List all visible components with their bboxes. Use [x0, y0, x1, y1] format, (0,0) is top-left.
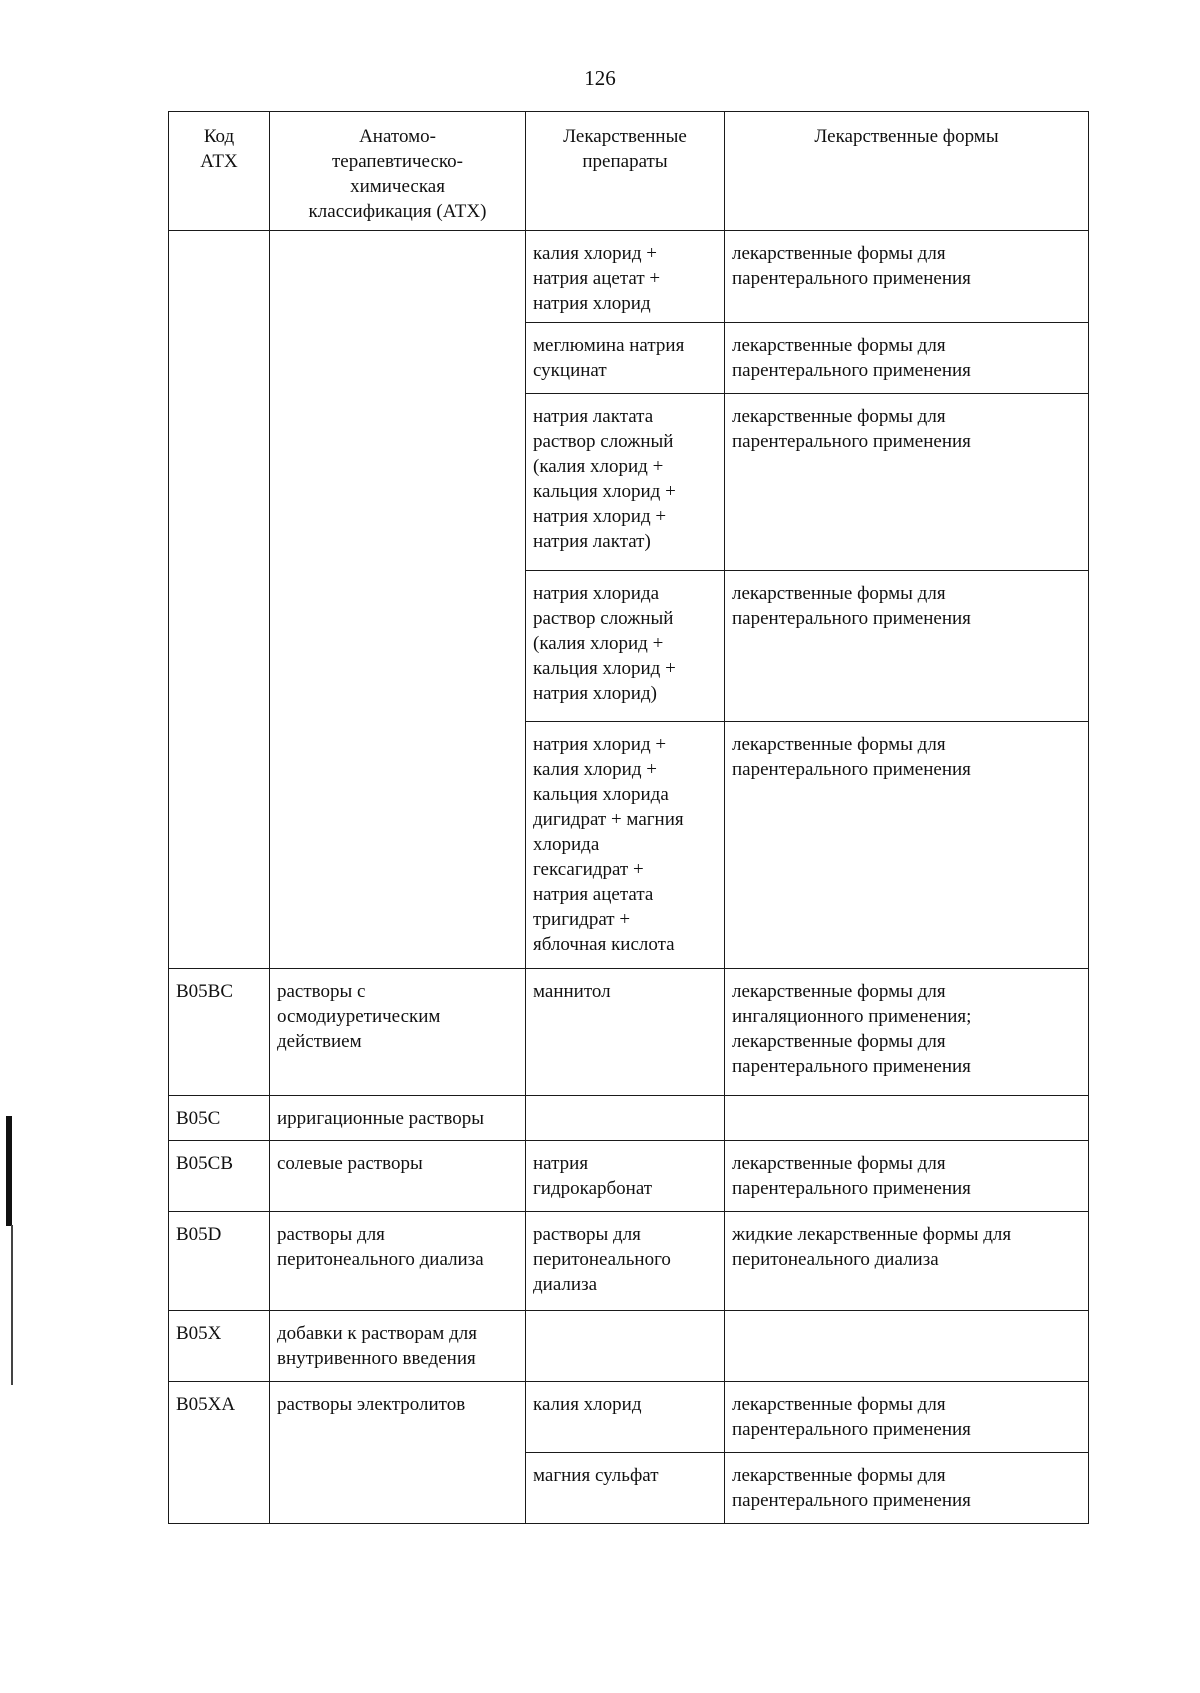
table-row	[169, 1096, 1089, 1141]
atx-code-cell: B05XA	[169, 1382, 270, 1524]
atx-classification-cell: растворы для перитонеального диализа	[270, 1212, 526, 1311]
table-row	[169, 969, 1089, 1096]
table-row	[169, 231, 1089, 323]
header-atx-classification: Анатомо- терапевтическо- химическая классификация (АТХ)	[270, 112, 526, 231]
dosage-form-cell: жидкие лекарственные формы для перитонеального диализа	[725, 1212, 1089, 1311]
dosage-form-cell: лекарственные формы для парентерального применения	[725, 722, 1089, 969]
dosage-form-cell	[725, 1311, 1089, 1382]
drug-cell: натрия гидрокарбонат	[526, 1141, 725, 1212]
drug-cell: калия хлорид + натрия ацетат + натрия хлорид	[526, 231, 725, 323]
atx-classification-cell: растворы электролитов	[270, 1382, 526, 1524]
drug-cell: натрия хлорид + калия хлорид + кальция хлорида дигидрат + магния хлорида гексагидрат + натрия ацетата тригидрат + яблочная кислота	[526, 722, 725, 969]
atx-classification-cell: добавки к растворам для внутривенного введения	[270, 1311, 526, 1382]
table-row	[169, 1382, 1089, 1453]
header-drugs: Лекарственные препараты	[526, 112, 725, 231]
drug-cell: маннитол	[526, 969, 725, 1096]
dosage-form-cell: лекарственные формы для парентерального применения	[725, 231, 1089, 323]
scan-edge-line	[11, 1225, 13, 1385]
atx-code-cell: B05BC	[169, 969, 270, 1096]
atx-table	[168, 111, 1089, 1524]
drug-cell: калия хлорид	[526, 1382, 725, 1453]
dosage-form-cell: лекарственные формы для парентерального применения	[725, 394, 1089, 571]
scan-edge-mark	[6, 1116, 12, 1226]
drug-cell: магния сульфат	[526, 1453, 725, 1524]
page-number: 126	[584, 66, 616, 90]
atx-code-cell: B05CB	[169, 1141, 270, 1212]
table-row	[169, 1311, 1089, 1382]
drug-cell: меглюмина натрия сукцинат	[526, 323, 725, 394]
atx-classification-cell	[270, 231, 526, 969]
header-atx-code: Код АТХ	[169, 112, 270, 231]
drug-cell: растворы для перитонеального диализа	[526, 1212, 725, 1311]
table-header-row	[169, 112, 1089, 231]
dosage-form-cell: лекарственные формы для парентерального применения	[725, 1141, 1089, 1212]
dosage-form-cell: лекарственные формы для парентерального применения	[725, 323, 1089, 394]
atx-classification-cell: ирригационные растворы	[270, 1096, 526, 1141]
dosage-form-cell: лекарственные формы для парентерального применения	[725, 1382, 1089, 1453]
dosage-form-cell	[725, 1096, 1089, 1141]
atx-code-cell: B05D	[169, 1212, 270, 1311]
atx-classification-cell: солевые растворы	[270, 1141, 526, 1212]
drug-cell: натрия хлорида раствор сложный (калия хлорид + кальция хлорид + натрия хлорид)	[526, 571, 725, 722]
atx-code-cell: B05X	[169, 1311, 270, 1382]
dosage-form-cell: лекарственные формы для ингаляционного применения; лекарственные формы для парентерального применения	[725, 969, 1089, 1096]
table-row	[169, 1212, 1089, 1311]
atx-code-cell: B05C	[169, 1096, 270, 1141]
header-dosage-forms: Лекарственные формы	[725, 112, 1089, 231]
dosage-form-cell: лекарственные формы для парентерального применения	[725, 1453, 1089, 1524]
drug-cell	[526, 1311, 725, 1382]
atx-code-cell	[169, 231, 270, 969]
drug-cell: натрия лактата раствор сложный (калия хлорид + кальция хлорид + натрия хлорид + натрия лактат)	[526, 394, 725, 571]
table-row	[169, 1141, 1089, 1212]
drug-cell	[526, 1096, 725, 1141]
dosage-form-cell: лекарственные формы для парентерального применения	[725, 571, 1089, 722]
atx-classification-cell: растворы с осмодиуретическим действием	[270, 969, 526, 1096]
